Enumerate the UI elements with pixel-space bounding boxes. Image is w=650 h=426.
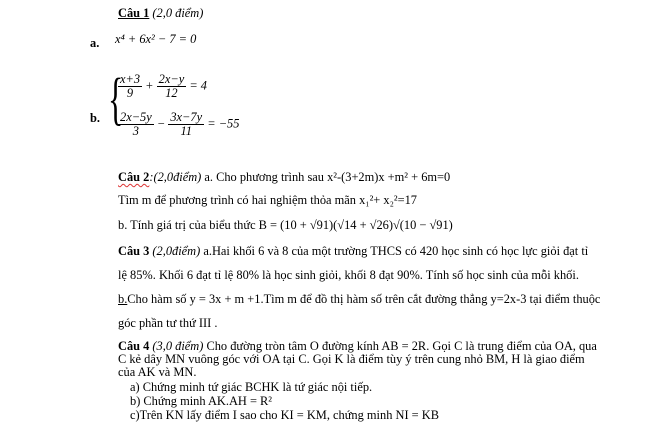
q2-part-b: b. Tính giá trị của biểu thức B = (10 + √91)(√14 + √26)√(10 − √91) xyxy=(118,218,453,232)
q3-heading xyxy=(118,244,588,258)
q2-part-a: a. Cho phương trình sau x²-(3+2m)x +m² + 6m=0 xyxy=(201,170,451,184)
q1-heading xyxy=(118,6,203,20)
q1-heading-score: (2,0 điểm) xyxy=(149,6,204,20)
q1-system-eq2 xyxy=(118,111,239,138)
eq1-op: + xyxy=(145,78,154,93)
q4-heading-label: Câu 4 xyxy=(118,339,150,353)
q2-heading xyxy=(118,170,450,184)
q1-system-eq1 xyxy=(118,73,207,100)
q2-line2: Tìm m để phương trình có hai nghiệm thỏa mãn x₁²+ x₂²=17 xyxy=(118,193,417,207)
system-brace: { xyxy=(108,66,124,131)
q1-a-equation: x⁴ + 6x² − 7 = 0 xyxy=(115,32,197,46)
q3-line1: a.Hai khối 6 và 8 của một trường THCS có 420 học sinh có học lực giỏi đạt tỉ xyxy=(200,244,589,258)
q4-heading xyxy=(118,339,597,353)
q4-line3: của AK và MN. xyxy=(118,365,197,379)
q4-line2: C kẻ dây MN vuông góc với OA tại C. Gọi K là điểm tùy ý trên cung nhỏ BM, H là giao điểm xyxy=(118,352,585,366)
q1-heading-label: Câu 1 xyxy=(118,6,150,20)
q3-line3-text: Cho hàm số y = 3x + m +1.Tìm m để đồ thị hàm số trên cắt đường thẳng y=2x-3 tại điểm thuộc xyxy=(127,292,601,306)
q3-line3 xyxy=(118,292,600,306)
eq2-op: − xyxy=(156,116,166,131)
q3-b-label: b. xyxy=(118,292,128,306)
q3-heading-label: Câu 3 xyxy=(118,244,150,258)
eq2-rhs: = −55 xyxy=(207,116,240,131)
eq2-num1: 2x−5y xyxy=(120,110,152,124)
eq2-den1: 3 xyxy=(132,124,139,138)
eq1-den2: 12 xyxy=(165,86,178,100)
q2-heading-score: :(2,0điểm) xyxy=(149,170,202,184)
q4-line1: Cho đường tròn tâm O đường kính AB = 2R. Gọi C là trung điểm của OA, qua xyxy=(203,339,597,353)
q4-item-a: a) Chứng minh tứ giác BCHK là tứ giác nội tiếp. xyxy=(130,380,373,394)
eq1-den1: 9 xyxy=(126,86,134,100)
q3-line2: lệ 85%. Khối 6 đạt tỉ lệ 80% là học sinh giỏi, khối 8 đạt 90%. Tính số học sinh của mỗi khối. xyxy=(118,268,579,282)
q1-a-label: a. xyxy=(90,36,100,50)
q4-item-c: c)Trên KN lấy điểm I sao cho KI = KM, chứng minh NI = KB xyxy=(130,408,439,422)
eq1-num2: 2x−y xyxy=(158,72,185,86)
q3-line4: góc phần tư thứ III . xyxy=(118,316,218,330)
eq2-den2: 11 xyxy=(180,124,192,138)
q2-heading-label: Câu 2 xyxy=(118,170,150,184)
eq2-num2: 3x−7y xyxy=(170,110,203,124)
q3-heading-score: (2,0điểm) xyxy=(149,244,201,258)
q1-b-label: b. xyxy=(90,111,100,125)
q4-heading-score: (3,0 điểm) xyxy=(149,339,204,353)
q4-item-b: b) Chứng minh AK.AH = R² xyxy=(130,394,273,408)
eq1-rhs: = 4 xyxy=(189,78,207,93)
eq1-num1: x+3 xyxy=(120,72,141,86)
